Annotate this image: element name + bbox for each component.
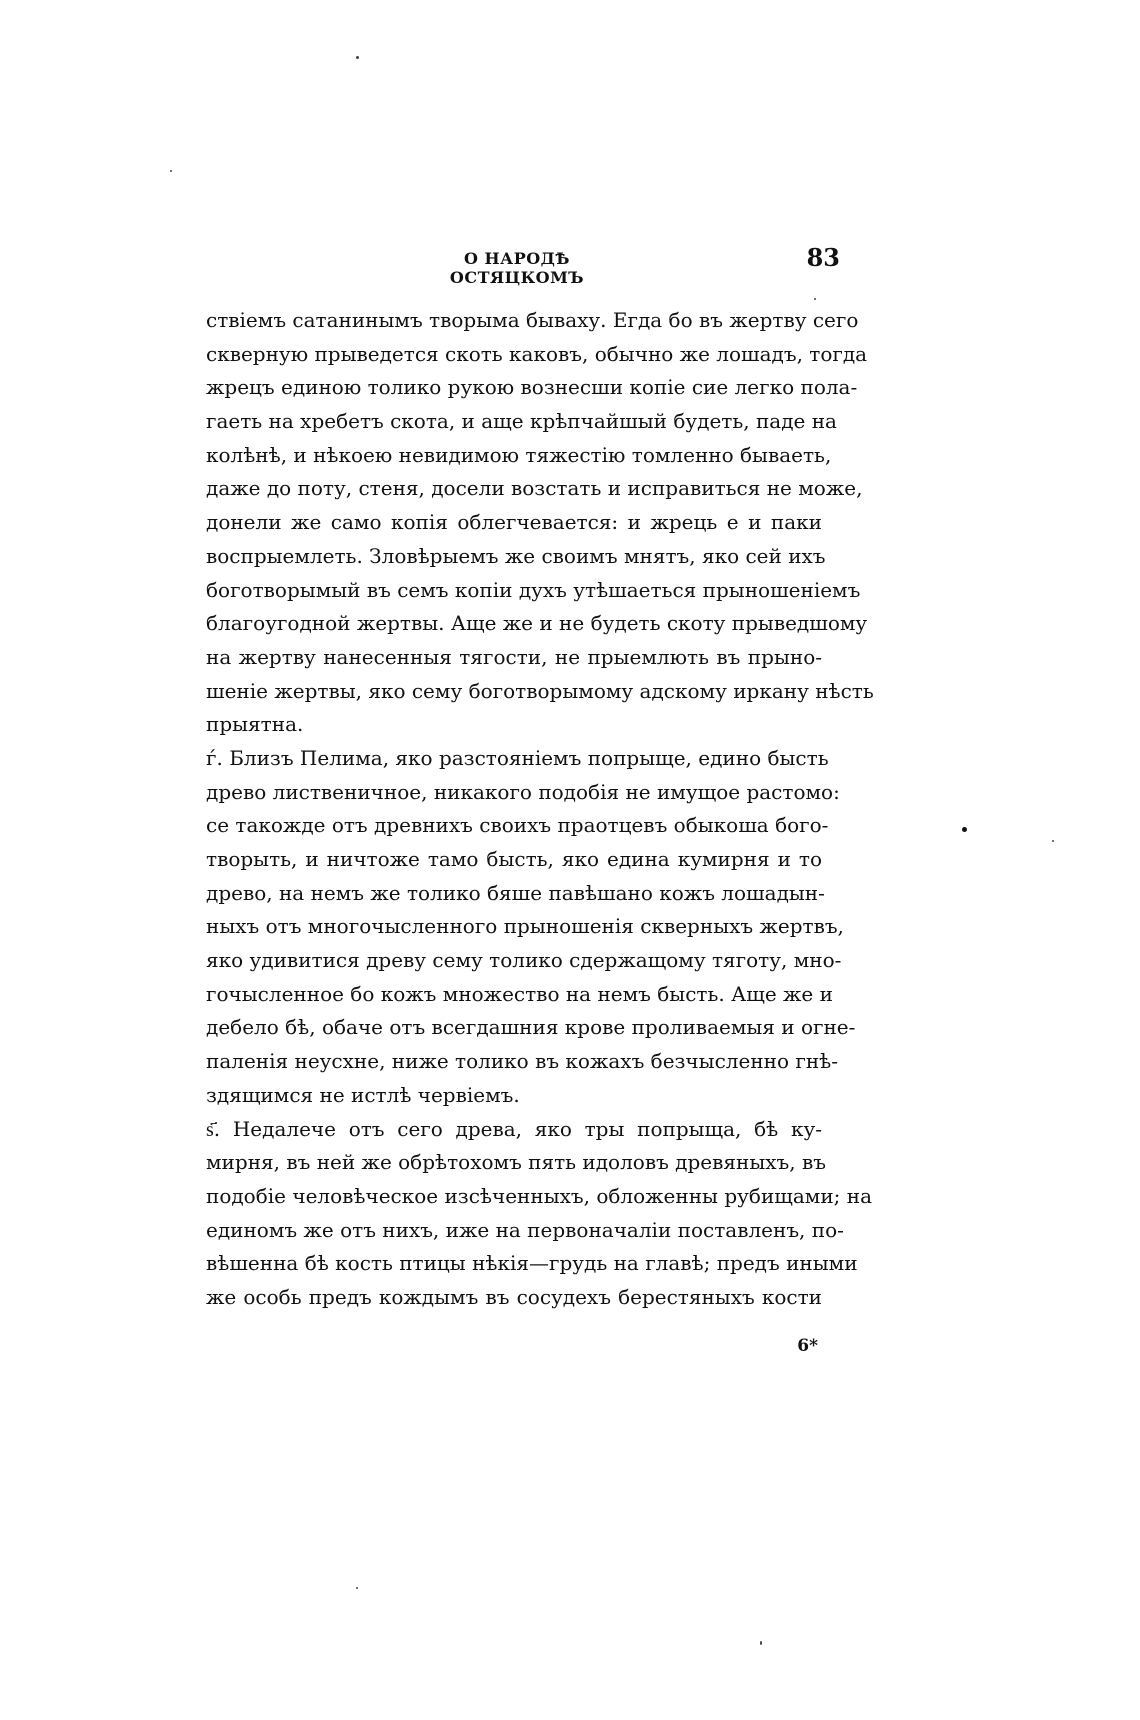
text-line: древо лиственичное, никакого подобія не имущое растомо: xyxy=(206,779,840,804)
text-line: вѣшенна бѣ кость птицы нѣкія—грудь на главѣ; предъ иными xyxy=(206,1251,858,1276)
text-line: ѕ҃. Недалече отъ сего древа, яко тры попрыща, бѣ ку- xyxy=(206,1116,822,1141)
text-line: воспрыемлеть. Зловѣрыемъ же своимъ мнятъ, яко сей ихъ xyxy=(206,543,826,568)
text-line: на жертву нанесенныя тягости, не прыемлють въ прыно- xyxy=(206,644,822,669)
text-line: подобіе человѣческое изсѣченныхъ, обложенны рубищами; на xyxy=(206,1183,873,1208)
page-number: 83 xyxy=(806,243,840,272)
text-line: прыятна. xyxy=(206,712,304,737)
text-line: здящимся не истлѣ червіемъ. xyxy=(206,1082,520,1107)
text-line: скверную прыведется скоть каковъ, обычно же лошадъ, тогда xyxy=(206,341,868,366)
text-line: шеніе жертвы, яко сему боготворымому адскому иркану нѣсть xyxy=(206,678,874,703)
text-line: гочысленное бо кожъ множество на немъ бысть. Аще же и xyxy=(206,981,833,1006)
text-line: яко удивитися древу сему толико сдержащому тяготу, мно- xyxy=(206,948,842,973)
text-line: гаеть на хребетъ скота, и аще крѣпчайшый будеть, паде на xyxy=(206,409,837,434)
paper-speck xyxy=(962,827,967,832)
text-line: благоугодной жертвы. Аще же и не будеть скоту прыведшому xyxy=(206,611,868,636)
running-header: О НАРОДѢ ОСТЯЦКОМЪ xyxy=(449,249,585,287)
signature-mark: 6* xyxy=(797,1336,818,1356)
text-line: ѓ. Близъ Пелима, яко разстояніемъ попрыще, едино бысть xyxy=(206,745,829,770)
text-line: единомъ же отъ нихъ, иже на первоначаліи поставленъ, по- xyxy=(206,1217,844,1242)
body-text xyxy=(206,304,874,1315)
text-line: жрецъ единою толико рукою вознесши копіе сие легко пола- xyxy=(206,375,858,400)
paper-speck xyxy=(356,1587,358,1589)
paper-speck xyxy=(760,1641,762,1645)
paper-speck xyxy=(1052,840,1054,842)
text-line: ствіемъ сатанинымъ творыма бываху. Егда бо въ жертву сего xyxy=(206,308,859,332)
text-line: паленія неусхне, ниже толико въ кожахъ безчысленно гнѣ- xyxy=(206,1049,839,1074)
paper-speck xyxy=(170,170,172,172)
text-line: древо, на немъ же толико бяше павѣшано кожъ лошадын- xyxy=(206,880,825,905)
text-line: донели же само копія облегчевается: и жрець е и паки xyxy=(206,510,822,535)
paper-speck xyxy=(814,298,816,300)
text-line: дебело бѣ, обаче отъ всегдашния крове проливаемыя и огне- xyxy=(206,1015,856,1040)
text-line: мирня, въ ней же обрѣтохомъ пять идоловъ древяныхъ, въ xyxy=(206,1150,826,1175)
text-line: се такожде отъ древнихъ своихъ праотцевъ обыкоша бого- xyxy=(206,813,829,838)
text-line: же особь предъ кождымъ въ сосудехъ берестяныхъ кости xyxy=(206,1284,822,1309)
text-line: даже до поту, стеня, досели возстать и исправиться не може, xyxy=(206,476,863,501)
text-line: творыть, и ничтоже тамо бысть, яко едина кумирня и то xyxy=(206,847,822,871)
text-line: колѣнѣ, и нѣкоею невидимою тяжестію томленно бываеть, xyxy=(206,442,832,467)
text-line: ныхъ отъ многочысленного прыношенія скверныхъ жертвъ, xyxy=(206,914,844,939)
text-line: боготворымый въ семъ копіи духъ утѣшаеться прыношеніемъ xyxy=(206,577,861,602)
paper-speck xyxy=(356,56,359,59)
